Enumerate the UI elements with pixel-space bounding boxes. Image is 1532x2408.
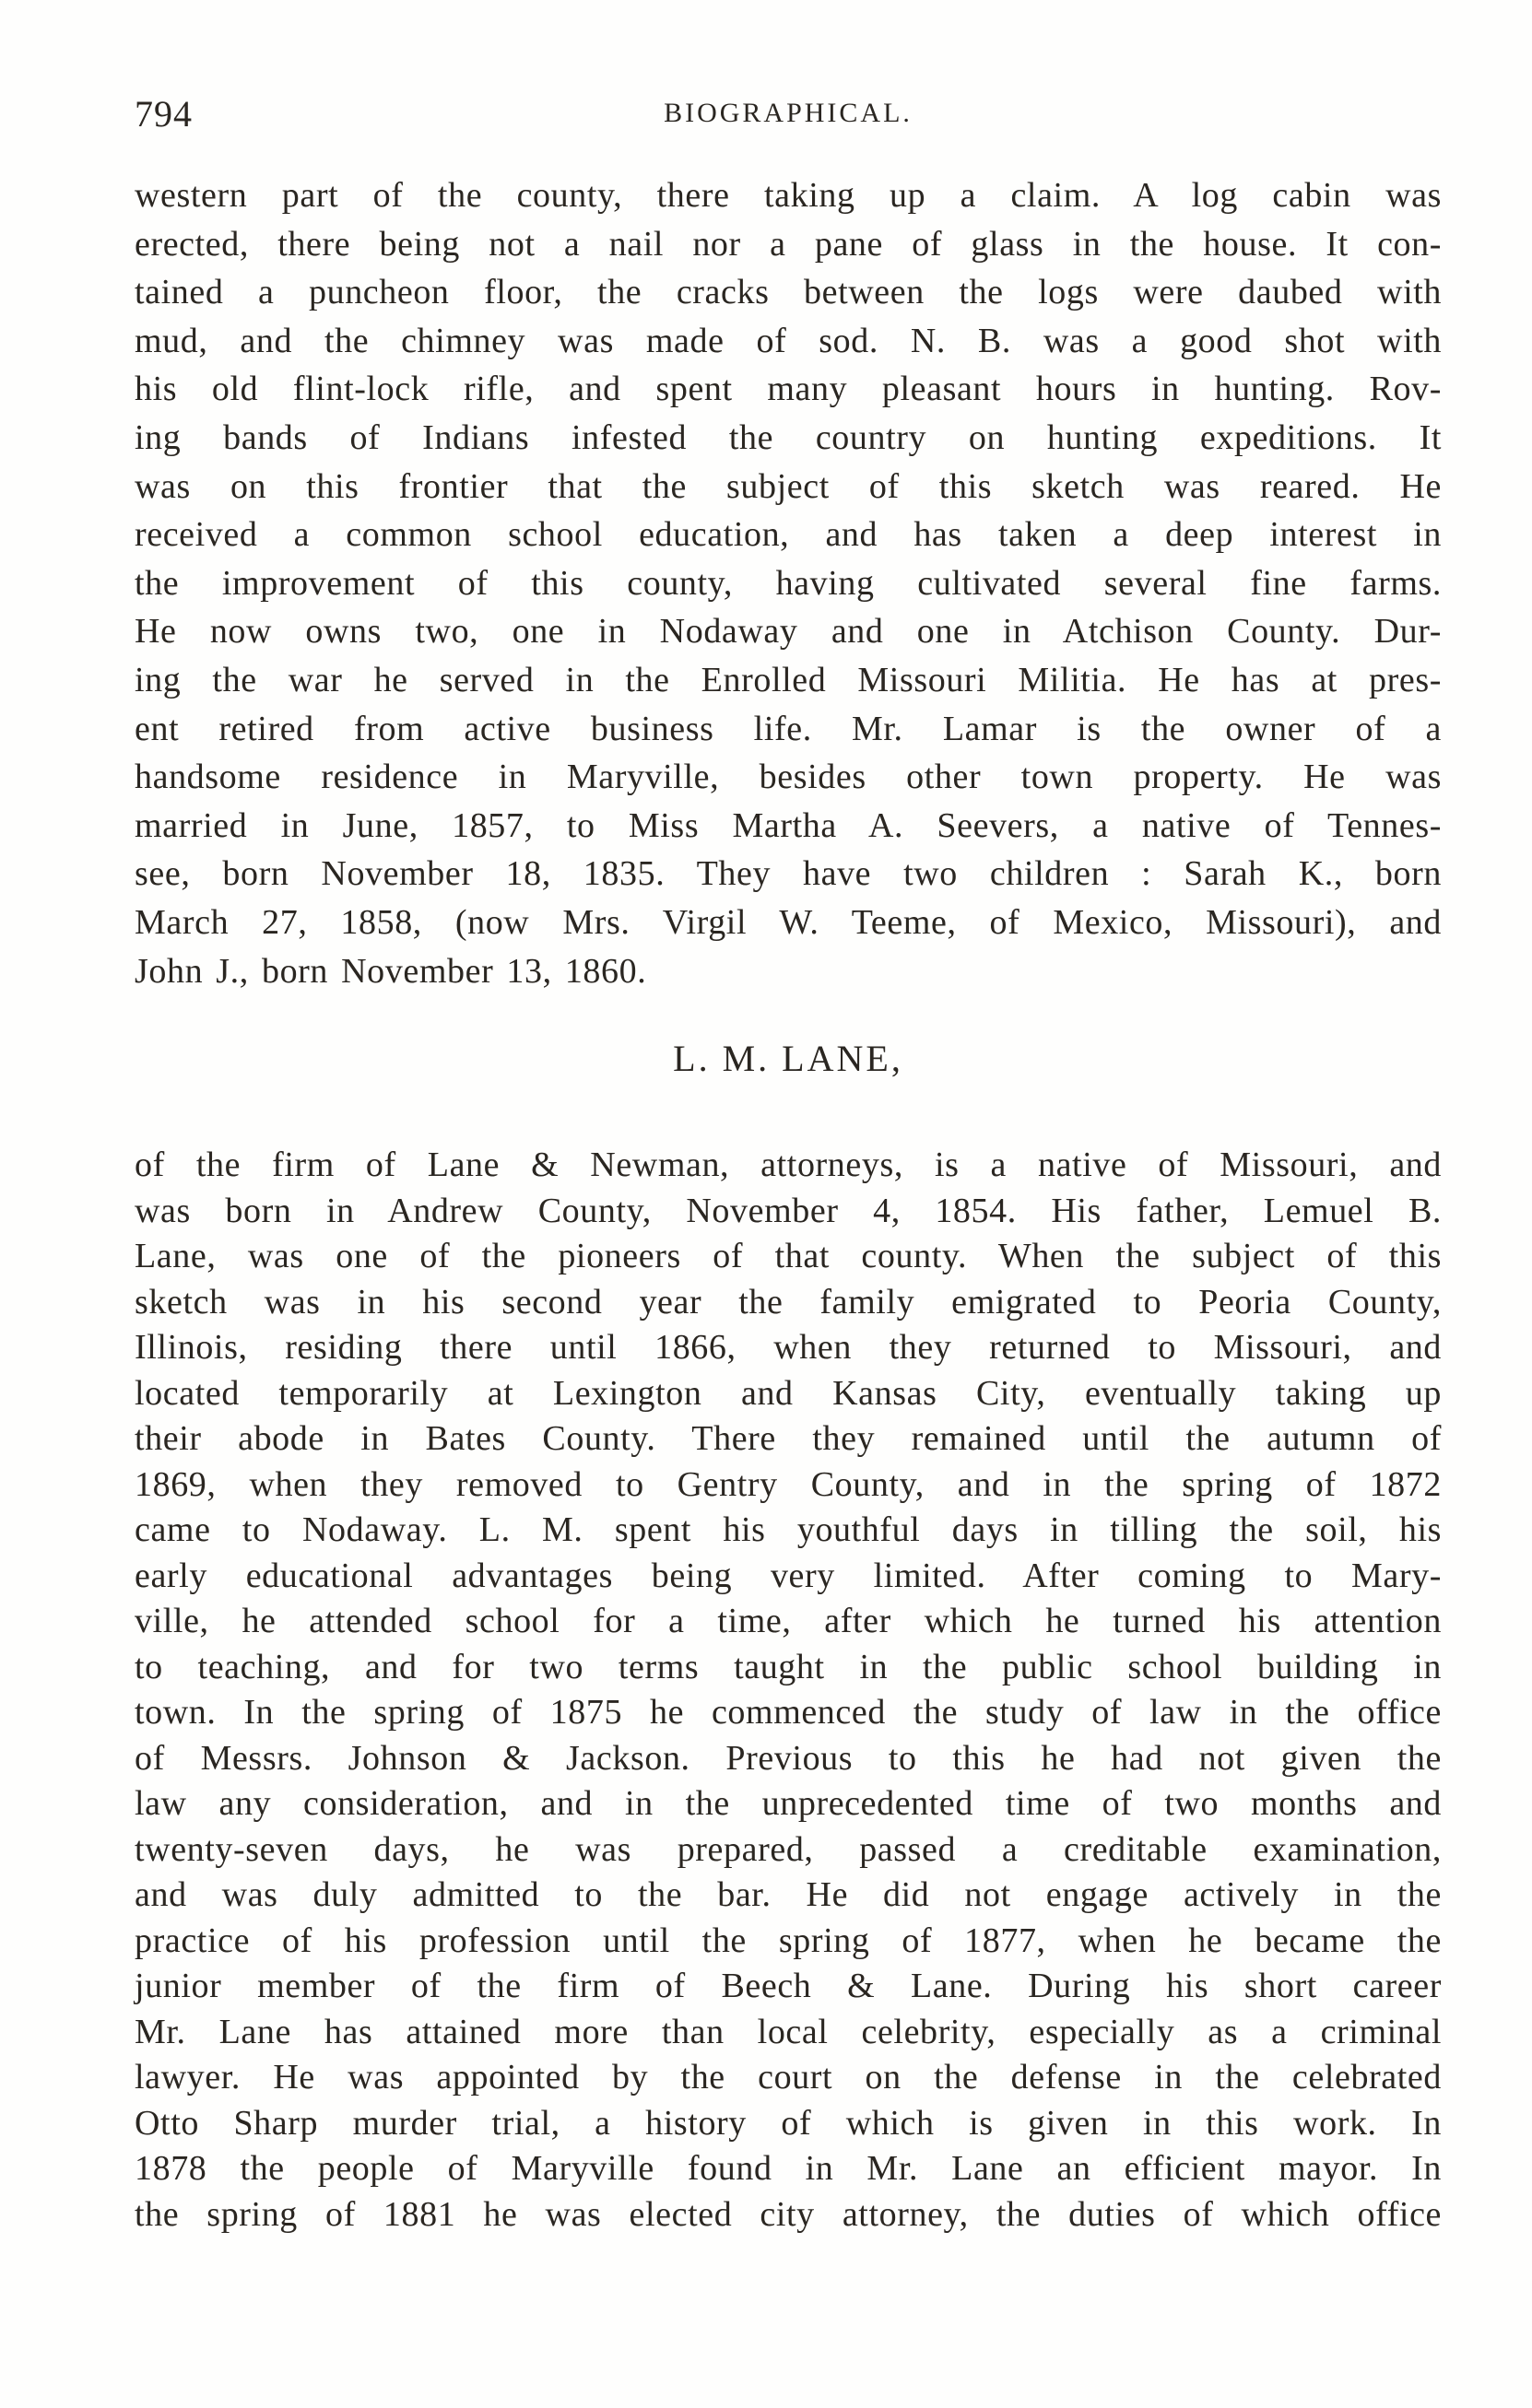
text-line: see, born November 18, 1835. They have two children : Sarah K., born	[135, 854, 1442, 894]
text-line: western part of the county, there taking up a claim. A log cabin was	[135, 176, 1442, 215]
text-line: lawyer. He was appointed by the court on the defense in the celebrated	[135, 2058, 1442, 2097]
text-line: and was duly admitted to the bar. He did not engage actively in the	[135, 1875, 1442, 1914]
text-line: ville, he attended school for a time, after which he turned his attention	[135, 1602, 1442, 1640]
text-line: ent retired from active business life. Mr. Lamar is the owner of a	[135, 709, 1442, 748]
text-line: to teaching, and for two terms taught in the public school building in	[135, 1647, 1442, 1686]
text-line: of the firm of Lane & Newman, attorneys, is a native of Missouri, and	[135, 1145, 1442, 1184]
text-line: Illinois, residing there until 1866, when they returned to Missouri, and	[135, 1328, 1442, 1367]
paragraph-lm-lane	[135, 1143, 1442, 2238]
text-line: received a common school education, and has taken a deep interest in	[135, 515, 1442, 555]
text-line: practice of his profession until the spring of 1877, when he became the	[135, 1921, 1442, 1960]
text-line: Otto Sharp murder trial, a history of which is given in this work. In	[135, 2103, 1442, 2143]
text-line: law any consideration, and in the unprecedented time of two months and	[135, 1784, 1442, 1823]
text-line: town. In the spring of 1875 he commenced the study of law in the office	[135, 1693, 1442, 1732]
text-line: handsome residence in Maryville, besides other town property. He was	[135, 758, 1442, 797]
text-line: twenty-seven days, he was prepared, passed a creditable examination,	[135, 1829, 1442, 1869]
section-heading-lm-lane: L. M. LANE,	[673, 1038, 903, 1079]
text-line: erected, there being not a nail nor a pane of glass in the house. It con-	[135, 224, 1442, 264]
text-line: He now owns two, one in Nodaway and one in Atchison County. Dur-	[135, 612, 1442, 652]
page-header	[135, 92, 1442, 138]
text-line: junior member of the firm of Beech & Lane. During his short career	[135, 1967, 1442, 2005]
text-line: married in June, 1857, to Miss Martha A. Seevers, a native of Tennes-	[135, 805, 1442, 845]
text-line: the improvement of this county, having cultivated several fine farms.	[135, 563, 1442, 603]
text-line: his old flint-lock rifle, and spent many pleasant hours in hunting. Rov-	[135, 370, 1442, 409]
text-line: located temporarily at Lexington and Kansas City, eventually taking up	[135, 1373, 1442, 1413]
text-line: their abode in Bates County. There they remained until the autumn of	[135, 1419, 1442, 1458]
text-line: March 27, 1858, (now Mrs. Virgil W. Teeme, of Mexico, Missouri), and	[135, 902, 1442, 942]
text-line: early educational advantages being very limited. After coming to Mary-	[135, 1556, 1442, 1595]
text-line: the spring of 1881 he was elected city attorney, the duties of which office	[135, 2194, 1442, 2234]
text-line: 1869, when they removed to Gentry County, and in the spring of 1872	[135, 1464, 1442, 1504]
text-line: Lane, was one of the pioneers of that county. When the subject of this	[135, 1237, 1442, 1275]
text-line: mud, and the chimney was made of sod. N. B. was a good shot with	[135, 321, 1442, 360]
paragraph-lamar-continued	[135, 171, 1442, 995]
text-line: came to Nodaway. L. M. spent his youthful days in tilling the soil, his	[135, 1510, 1442, 1549]
text-line: 1878 the people of Maryville found in Mr. Lane an efficient mayor. In	[135, 2149, 1442, 2188]
text-line: John J., born November 13, 1860.	[135, 951, 647, 991]
text-line: ing bands of Indians infested the country on hunting expeditions. It	[135, 417, 1442, 457]
text-line: was on this frontier that the subject of this sketch was reared. He	[135, 466, 1442, 506]
text-line: of Messrs. Johnson & Jackson. Previous to this he had not given the	[135, 1738, 1442, 1778]
text-line: tained a puncheon floor, the cracks between the logs were daubed with	[135, 273, 1442, 312]
text-line: ing the war he served in the Enrolled Missouri Militia. He has at pres-	[135, 660, 1442, 699]
page-number: 794	[135, 93, 193, 135]
text-line: sketch was in his second year the family emigrated to Peoria County,	[135, 1282, 1442, 1321]
running-head: BIOGRAPHICAL.	[664, 98, 913, 128]
text-line: Mr. Lane has attained more than local celebrity, especially as a criminal	[135, 2012, 1442, 2051]
text-line: was born in Andrew County, November 4, 1854. His father, Lemuel B.	[135, 1191, 1442, 1230]
